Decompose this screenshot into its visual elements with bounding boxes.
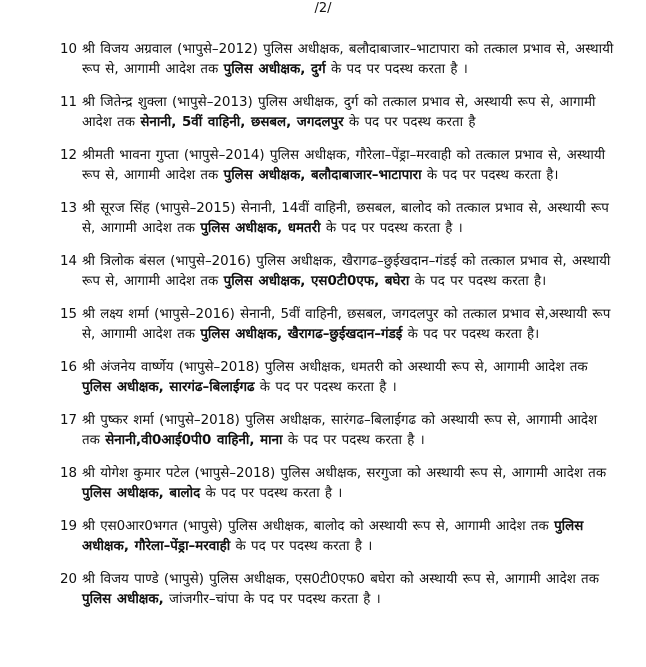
entry-text: पुलिस अधीक्षक, एस0टी0एफ0 बघेरा को अस्थायी रूप से, आगामी आदेश तक (203, 572, 599, 587)
entry-number: 19 (60, 519, 78, 534)
entry-number: 11 (60, 95, 78, 110)
entry-10 (0, 40, 646, 80)
entry-text: पुलिस अधीक्षक, बालोद को अस्थायी रूप से, आगामी आदेश तक (222, 519, 555, 534)
entry-tail: के पद पर पदस्थ करता है। (421, 168, 559, 183)
officer-name: श्री लक्ष्य शर्मा (भापुसे–2016) (82, 307, 235, 322)
entry-number: 10 (60, 42, 78, 57)
entry-text: पुलिस अधीक्षक, दुर्ग को तत्काल प्रभाव से, अस्थायी रूप से, आगामी आदेश तक (82, 95, 596, 130)
entry-text: पुलिस अधीक्षक, खैरागढ–छुईखदान–गंडई को तत्काल प्रभाव से, अस्थायी रूप से, आगामी आदेश तक (82, 254, 611, 289)
entry-tail: के पद पर पदस्थ करता है । (320, 221, 463, 236)
new-posting: पुलिस अधीक्षक, (82, 592, 164, 607)
entry-number: 17 (60, 413, 78, 428)
officer-name: श्री योगेश कुमार पटेल (भापुसे–2018) (82, 466, 276, 481)
officer-name: श्री त्रिलोक बंसल (भापुसे–2016) (82, 254, 251, 269)
new-posting: पुलिस अधीक्षक, धमतरी (200, 221, 321, 236)
entry-16 (0, 358, 646, 398)
officer-name: श्री एस0आर0भगत (भापुसे) (82, 519, 223, 534)
new-posting: पुलिस अधीक्षक, बालोद (82, 486, 201, 501)
new-posting: पुलिस अधीक्षक, सारगंढ–बिलाईगढ (82, 380, 255, 395)
officer-name: श्री विजय अग्रवाल (भापुसे–2012) (82, 42, 258, 57)
entry-tail: के पद पर पदस्थ करता है । (200, 486, 343, 501)
officer-name: श्री सूरज सिंह (भापुसे–2015) (82, 201, 236, 216)
new-posting: पुलिस अधीक्षक, गौरेला–पेंड्रा–मरवाही (82, 519, 584, 554)
officer-name: श्रीमती भावना गुप्ता (भापुसे–2014) (82, 148, 265, 163)
entry-number: 15 (60, 307, 78, 322)
officer-name: श्री अंजनेय वार्ष्णेय (भापुसे–2018) (82, 360, 260, 375)
entry-18 (0, 464, 646, 504)
entry-text: पुलिस अधीक्षक, बलौदाबाजार–भाटापारा को तत्काल प्रभाव से, अस्थायी रूप से, आगामी आदेश तक (82, 42, 614, 77)
entry-number: 18 (60, 466, 78, 481)
entry-text: पुलिस अधीक्षक, सरगुजा को अस्थायी रूप से, आगामी आदेश तक (275, 466, 607, 481)
entry-text: सेनानी, 5वीं वाहिनी, छसबल, जगदलपुर को तत्काल प्रभाव से,अस्थायी रूप से, आगामी आदेश तक (82, 307, 611, 342)
new-posting: पुलिस अधीक्षक, बलौदाबाजार–भाटापारा (223, 168, 422, 183)
entry-12 (0, 146, 646, 186)
entry-tail: के पद पर पदस्थ करता है । (230, 539, 373, 554)
entry-tail: के पद पर पदस्थ करता है । (282, 433, 425, 448)
entry-text: पुलिस अधीक्षक, गौरेला–पेंड्रा–मरवाही को तत्काल प्रभाव से, अस्थायी रूप से, आगामी आदेश तक (82, 148, 606, 183)
entry-number: 13 (60, 201, 78, 216)
entry-20 (0, 570, 646, 610)
entry-number: 20 (60, 572, 78, 587)
entry-tail: के पद पर पदस्थ करता है (343, 115, 476, 130)
order-entries (0, 40, 646, 623)
entry-text: सेनानी, 14वीं वाहिनी, छसबल, बालोद को तत्काल प्रभाव से, अस्थायी रूप से, आगामी आदेश तक (82, 201, 609, 236)
entry-tail: के पद पर पदस्थ करता है। (402, 327, 540, 342)
entry-tail: जांजगीर–चांपा के पद पर पदस्थ करता है । (163, 592, 381, 607)
entry-number: 14 (60, 254, 78, 269)
officer-name: श्री विजय पाण्डे (भापुसे) (82, 572, 204, 587)
entry-11 (0, 93, 646, 133)
entry-text: पुलिस अधीक्षक, धमतरी को अस्थायी रूप से, आगामी आदेश तक (259, 360, 588, 375)
new-posting: पुलिस अधीक्षक, एस0टी0एफ, बघेरा (223, 274, 410, 289)
new-posting: पुलिस अधीक्षक, खैरागढ–छुईखदान–गंडई (200, 327, 403, 342)
entry-tail: के पद पर पदस्थ करता है । (325, 62, 468, 77)
new-posting: सेनानी,वी0आई0पी0 वाहिनी, माना (105, 433, 283, 448)
entry-number: 12 (60, 148, 78, 163)
entry-13 (0, 199, 646, 239)
entry-text: पुलिस अधीक्षक, सारंगढ–बिलाईगढ को अस्थायी रूप से, आगामी आदेश तक (82, 413, 598, 448)
entry-tail: के पद पर पदस्थ करता है। (409, 274, 547, 289)
new-posting: पुलिस अधीक्षक, दुर्ग (223, 62, 326, 77)
entry-19 (0, 517, 646, 557)
officer-name: श्री पुष्कर शर्मा (भापुसे–2018) (82, 413, 240, 428)
entry-14 (0, 252, 646, 292)
entry-17 (0, 411, 646, 451)
page-number: /2/ (314, 1, 332, 16)
entry-15 (0, 305, 646, 345)
entry-number: 16 (60, 360, 78, 375)
new-posting: सेनानी, 5वीं वाहिनी, छसबल, जगदलपुर (140, 115, 344, 130)
officer-name: श्री जितेन्द्र शुक्ला (भापुसे–2013) (82, 95, 253, 110)
entry-tail: के पद पर पदस्थ करता है । (254, 380, 397, 395)
